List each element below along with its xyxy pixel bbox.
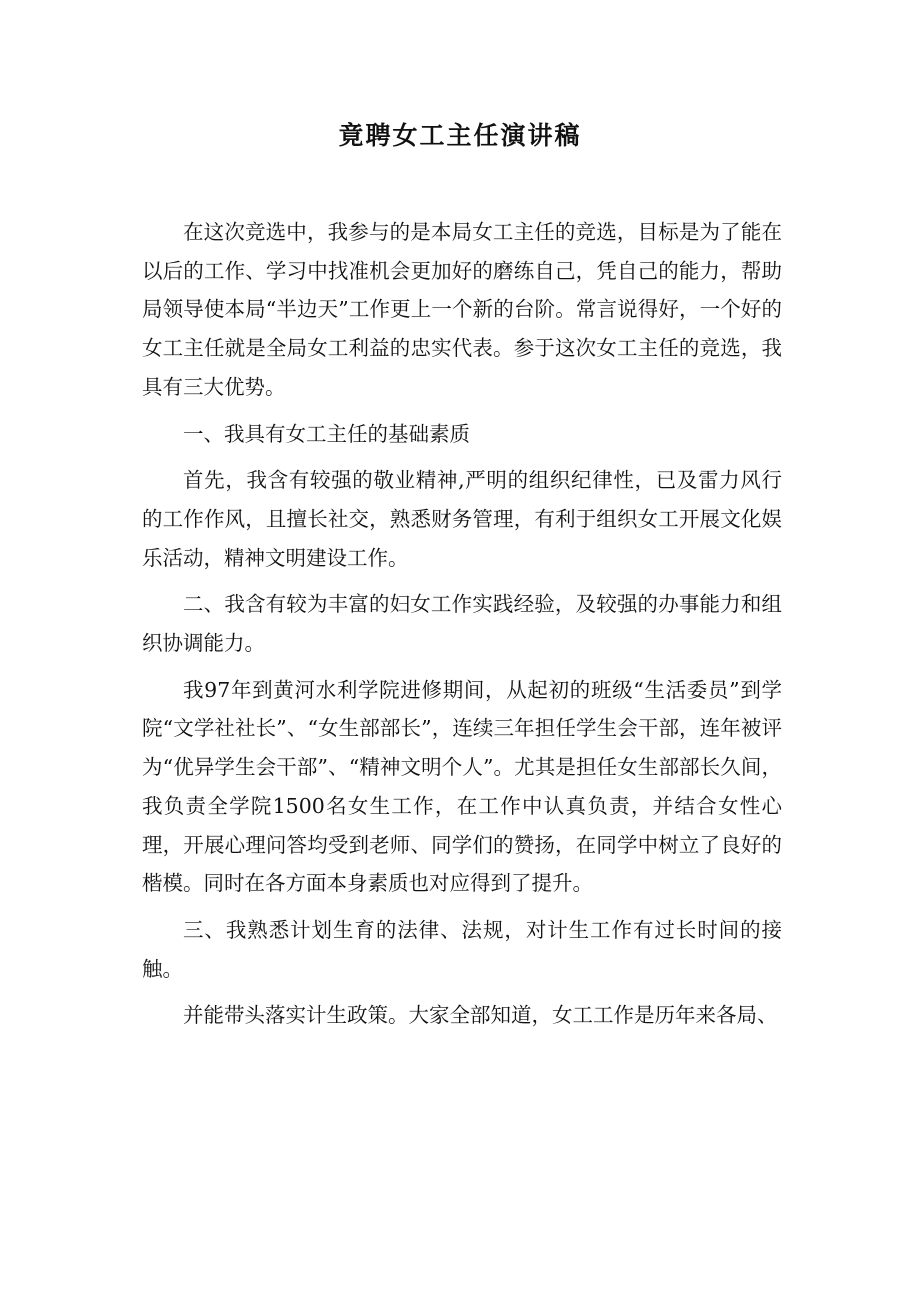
paragraph-qualities: 首先，我含有较强的敬业精神,严明的组织纪律性，已及雷力风行的工作作风，且擅长社交，熟悉财务管理，有利于组织女工开展文化娱乐活动，精神文明建设工作。 <box>142 468 782 570</box>
paragraph-heading-2: 二、我含有较为丰富的妇女工作实践经验，及较强的办事能力和组织协调能力。 <box>142 592 782 656</box>
paragraph-heading-3: 三、我熟悉计划生育的法律、法规，对计生工作有过长时间的接触。 <box>142 917 782 981</box>
document-body <box>142 213 782 1043</box>
paragraph-policy: 并能带头落实计生政策。大家全部知道，女工工作是历年来各局、 <box>183 1003 778 1028</box>
paragraph-intro: 在这次竞选中，我参与的是本局女工主任的竞选，目标是为了能在以后的工作、学习中找准机会更加好的磨练自己，凭自己的能力，帮助局领导使本局“半边天”工作更上一个新的台阶。常言说得好，一个好的女工主任就是全局女工利益的忠实代表。参于这次女工主任的竞选，我具有三大优势。 <box>142 220 782 399</box>
document-title: 竟聘女工主任演讲稿 <box>338 121 582 150</box>
paragraph-experience: 我97年到黄河水利学院进修期间，从起初的班级“生活委员”到学院“文学社社长”、“女生部部长”，连续三年担任学生会干部，连年被评为“优异学生会干部”、“精神文明个人”。尤其是担任女生部部长久间，我负责全学院1500名女生工作，在工作中认真负责，并结合女性心理，开展心理问答均受到老师、同学们的赞扬，在同学中树立了良好的楷模。同时在各方面本身素质也对应得到了提升。 <box>142 677 782 896</box>
paragraph-heading-1: 一、我具有女工主任的基础素质 <box>183 421 470 446</box>
